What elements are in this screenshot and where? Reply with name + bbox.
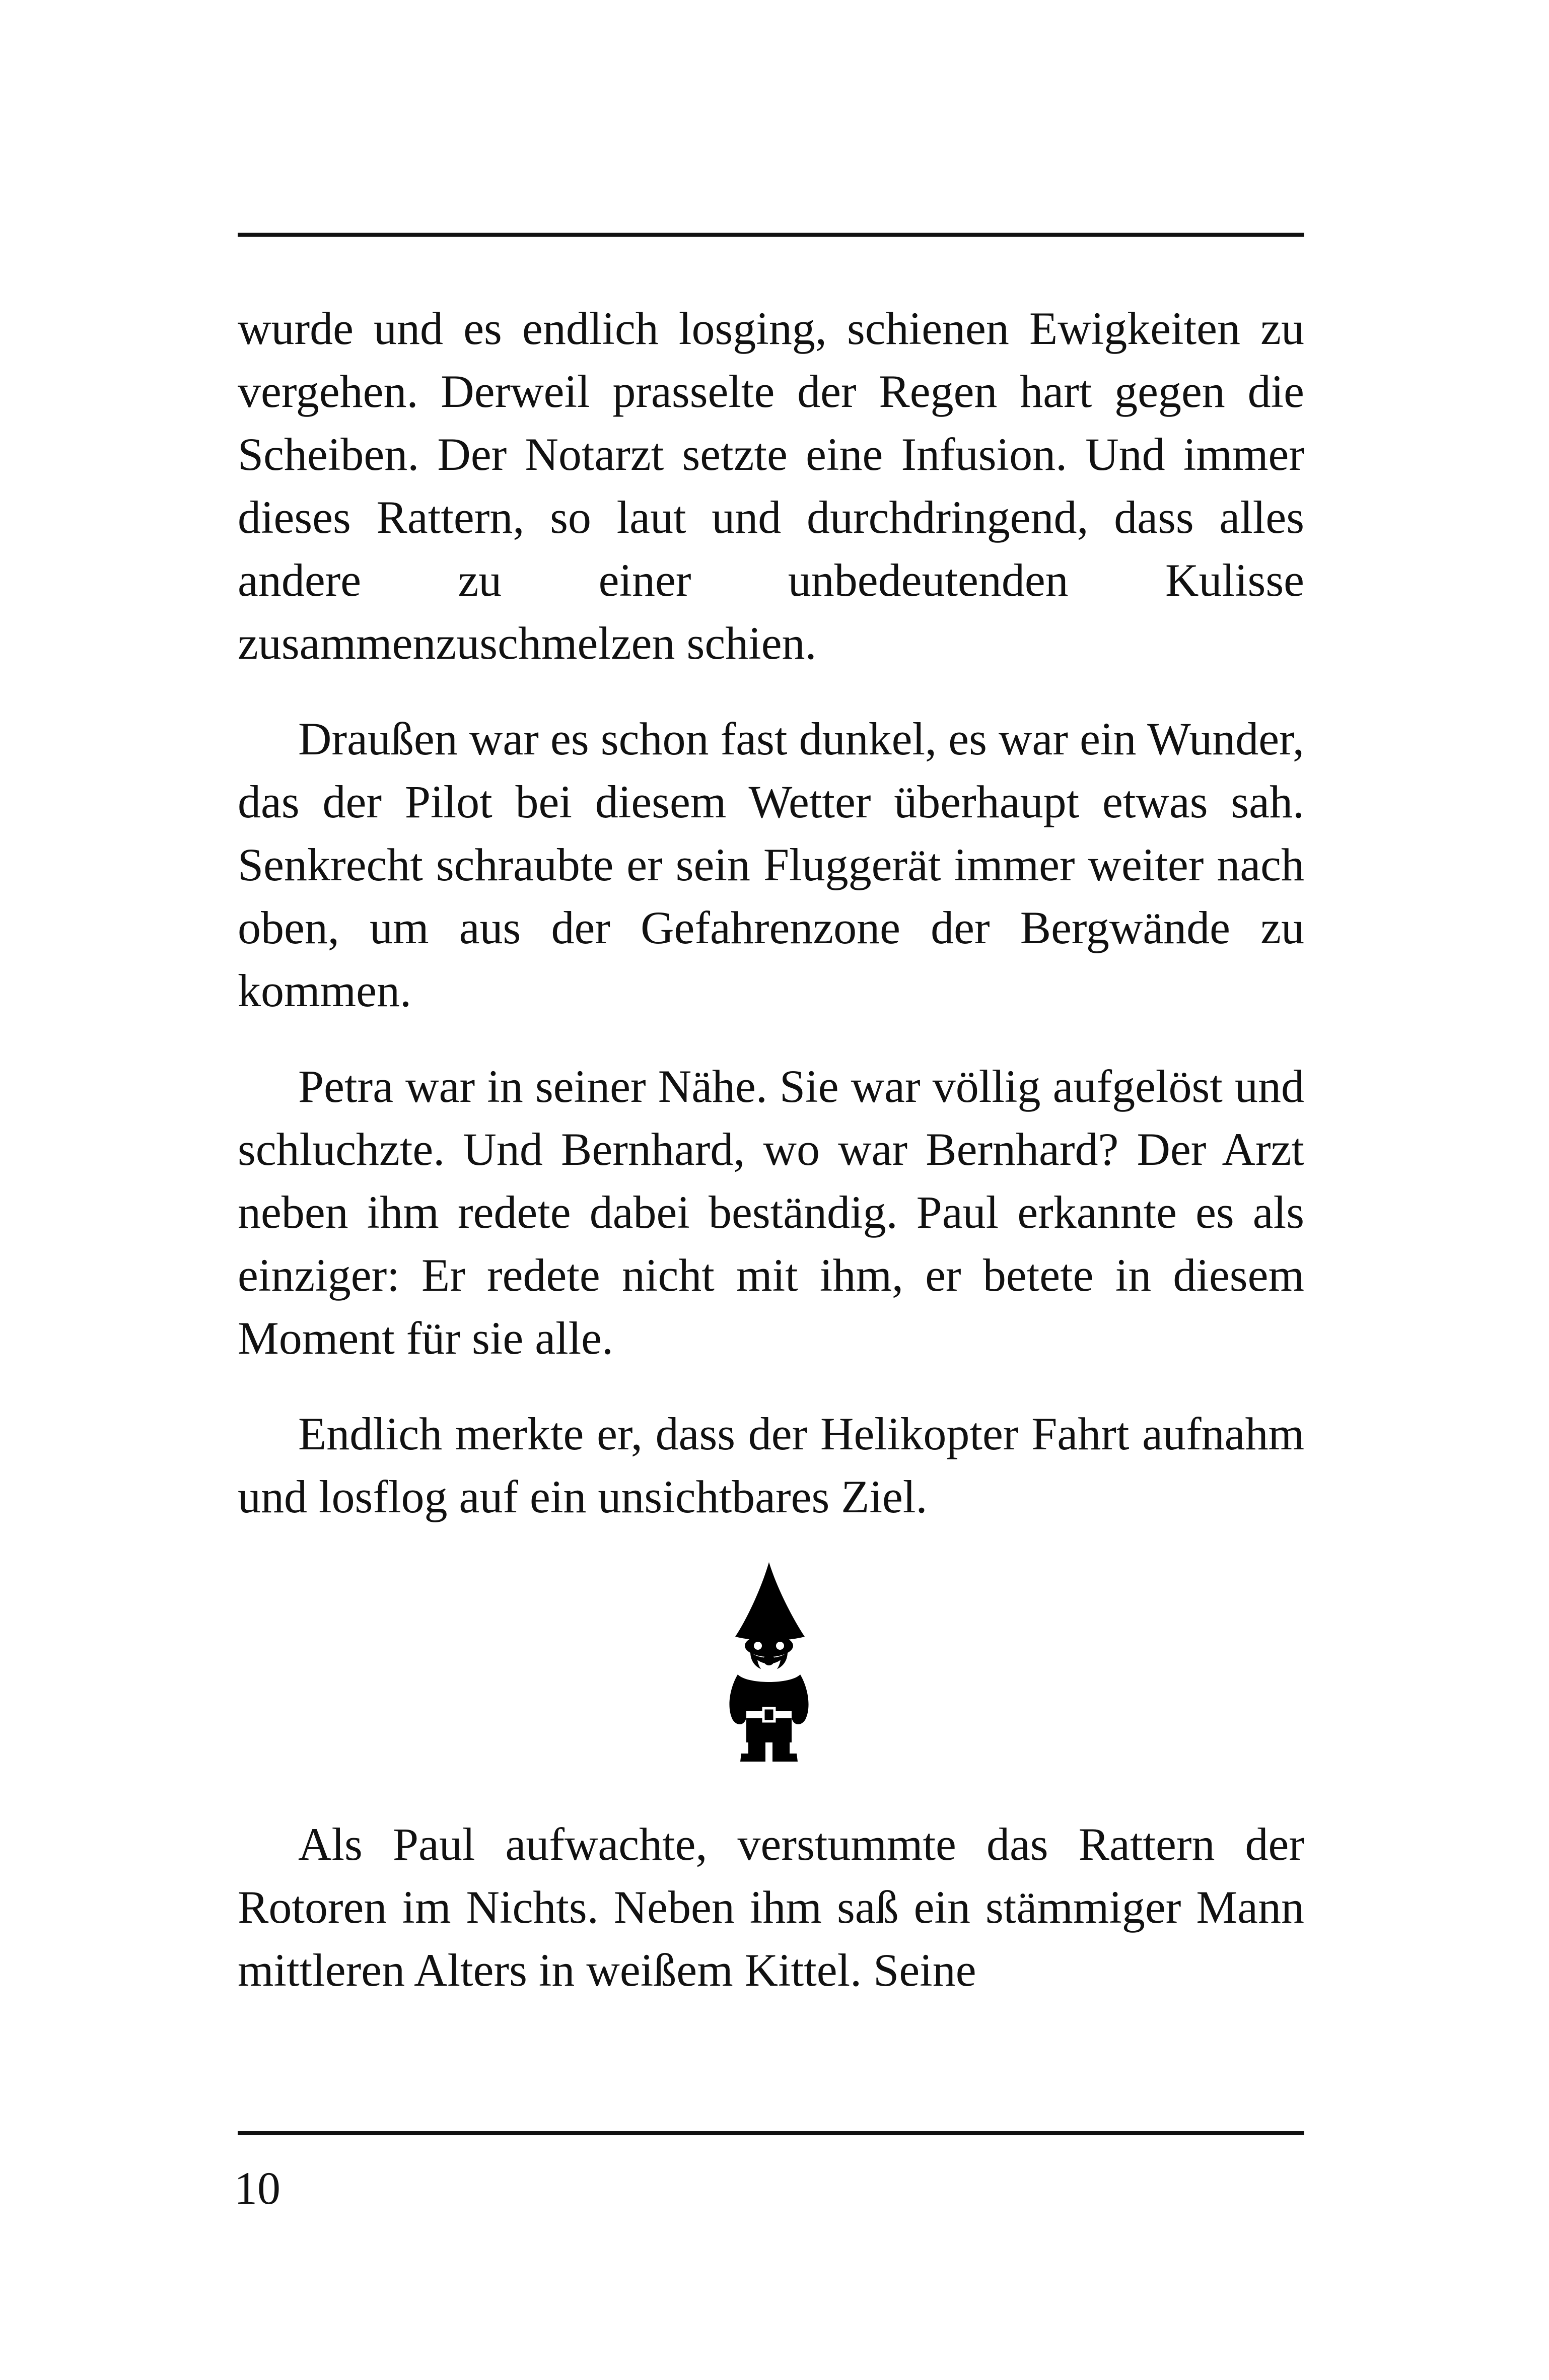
header-rule [238, 233, 1304, 237]
paragraph-1: wurde und es endlich losging, schienen Ewigkeiten zu vergehen. Derweil prasselte der Regen hart gegen die Scheiben. Der Notarzt setzte eine Infusion. Und immer dieses Rattern, so laut und durchdringend, dass alles andere zu einer unbedeutenden Kulisse zusammenzuschmelzen schien. [238, 303, 1304, 669]
gnome-icon [715, 1561, 823, 1763]
paragraph-2: Draußen war es schon fast dunkel, es war ein Wunder, das der Pilot bei diesem Wetter überhaupt etwas sah. Senkrecht schraubte er sein Fluggerät immer weiter nach oben, um aus der Gefahrenzone der Bergwände zu kommen. [238, 713, 1304, 1016]
paragraph-4: Endlich merkte er, dass der Helikopter Fahrt aufnahm und losflog auf ein unsichtbares Ziel. [238, 1408, 1304, 1522]
footer-rule [238, 2131, 1304, 2135]
paragraph-5: Als Paul aufwachte, verstummte das Rattern der Rotoren im Nichts. Neben ihm saß ein stämmiger Mann mittleren Alters in weißem Kittel. Seine [238, 1818, 1304, 1996]
page-number: 10 [234, 2162, 280, 2214]
paragraph-3: Petra war in seiner Nähe. Sie war völlig aufgelöst und schluchzte. Und Bernhard, wo war Bernhard? Der Arzt neben ihm redete dabei beständig. Paul erkannte es als einziger: Er redete nicht mit ihm, er betete in diesem Moment für sie alle. [238, 1061, 1304, 1364]
